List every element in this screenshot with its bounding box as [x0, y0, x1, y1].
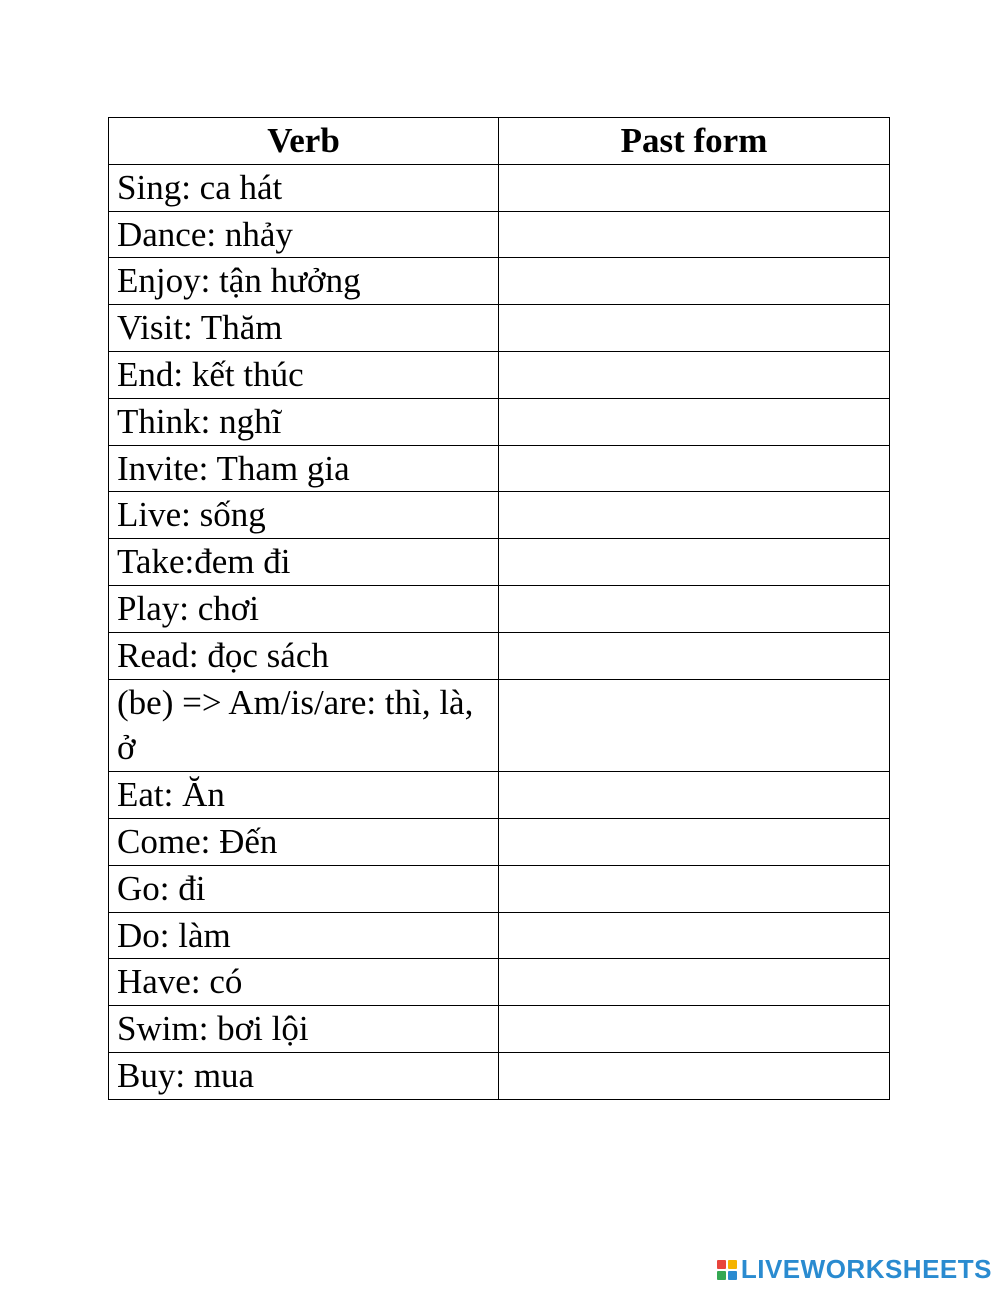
past-form-cell [499, 772, 890, 819]
verb-cell: Enjoy: tận hưởng [109, 258, 499, 305]
verb-cell: Think: nghĩ [109, 398, 499, 445]
past-form-input[interactable] [499, 258, 889, 304]
past-form-cell [499, 1052, 890, 1099]
table-row [109, 959, 890, 1006]
past-form-input[interactable] [499, 772, 889, 818]
table-row [109, 211, 890, 258]
past-form-input[interactable] [499, 492, 889, 538]
past-form-input[interactable] [499, 819, 889, 865]
past-form-cell [499, 585, 890, 632]
verb-cell: Come: Đến [109, 818, 499, 865]
past-form-input[interactable] [499, 680, 889, 772]
past-form-input[interactable] [499, 352, 889, 398]
table-row [109, 398, 890, 445]
past-form-cell [499, 305, 890, 352]
verb-cell: Eat: Ăn [109, 772, 499, 819]
logo-square-4 [728, 1271, 737, 1280]
past-form-cell [499, 164, 890, 211]
logo-square-3 [717, 1271, 726, 1280]
past-form-cell [499, 959, 890, 1006]
past-form-input[interactable] [499, 212, 889, 258]
table-row [109, 1006, 890, 1053]
past-form-cell [499, 1006, 890, 1053]
past-form-cell [499, 211, 890, 258]
past-form-input[interactable] [499, 305, 889, 351]
table-row [109, 492, 890, 539]
past-form-cell [499, 258, 890, 305]
verb-cell: Go: đi [109, 865, 499, 912]
logo-square-1 [717, 1260, 726, 1269]
past-form-cell [499, 632, 890, 679]
table-row [109, 772, 890, 819]
table-row [109, 632, 890, 679]
verb-cell: Play: chơi [109, 585, 499, 632]
past-form-input[interactable] [499, 539, 889, 585]
past-form-cell [499, 818, 890, 865]
verb-cell: Sing: ca hát [109, 164, 499, 211]
past-form-cell [499, 912, 890, 959]
table-row [109, 164, 890, 211]
table-row [109, 305, 890, 352]
past-form-input[interactable] [499, 586, 889, 632]
past-form-input[interactable] [499, 959, 889, 1005]
table-row [109, 351, 890, 398]
past-form-input[interactable] [499, 1053, 889, 1099]
verb-cell: (be) => Am/is/are: thì, là, ở [109, 679, 499, 772]
table-row [109, 445, 890, 492]
table-row [109, 912, 890, 959]
verb-cell: Visit: Thăm [109, 305, 499, 352]
past-form-input[interactable] [499, 399, 889, 445]
past-form-input[interactable] [499, 633, 889, 679]
verb-table [108, 117, 890, 1100]
past-form-input[interactable] [499, 446, 889, 492]
past-form-input[interactable] [499, 165, 889, 211]
verb-cell: Read: đọc sách [109, 632, 499, 679]
verb-cell: Swim: bơi lội [109, 1006, 499, 1053]
past-form-input[interactable] [499, 1006, 889, 1052]
verb-cell: Do: làm [109, 912, 499, 959]
past-form-input[interactable] [499, 913, 889, 959]
verb-cell: Take:đem đi [109, 539, 499, 586]
past-form-cell [499, 492, 890, 539]
table-body [109, 164, 890, 1099]
liveworksheets-logo-icon [717, 1260, 737, 1280]
verb-cell: Invite: Tham gia [109, 445, 499, 492]
verb-cell: Buy: mua [109, 1052, 499, 1099]
table-row [109, 865, 890, 912]
logo-square-2 [728, 1260, 737, 1269]
table-row [109, 585, 890, 632]
table-row [109, 818, 890, 865]
past-form-cell [499, 445, 890, 492]
table-row [109, 258, 890, 305]
past-form-cell [499, 398, 890, 445]
table-header-row [109, 118, 890, 165]
verb-column-header: Verb [109, 118, 499, 165]
liveworksheets-brand [717, 1254, 992, 1285]
verb-cell: Live: sống [109, 492, 499, 539]
table-row [109, 1052, 890, 1099]
past-form-cell [499, 351, 890, 398]
table-row [109, 539, 890, 586]
table-row [109, 679, 890, 772]
past-form-column-header: Past form [499, 118, 890, 165]
past-form-cell [499, 679, 890, 772]
verb-cell: Have: có [109, 959, 499, 1006]
past-form-cell [499, 539, 890, 586]
brand-name: LIVEWORKSHEETS [740, 1254, 992, 1284]
verb-cell: Dance: nhảy [109, 211, 499, 258]
past-form-cell [499, 865, 890, 912]
past-form-input[interactable] [499, 866, 889, 912]
verb-cell: End: kết thúc [109, 351, 499, 398]
